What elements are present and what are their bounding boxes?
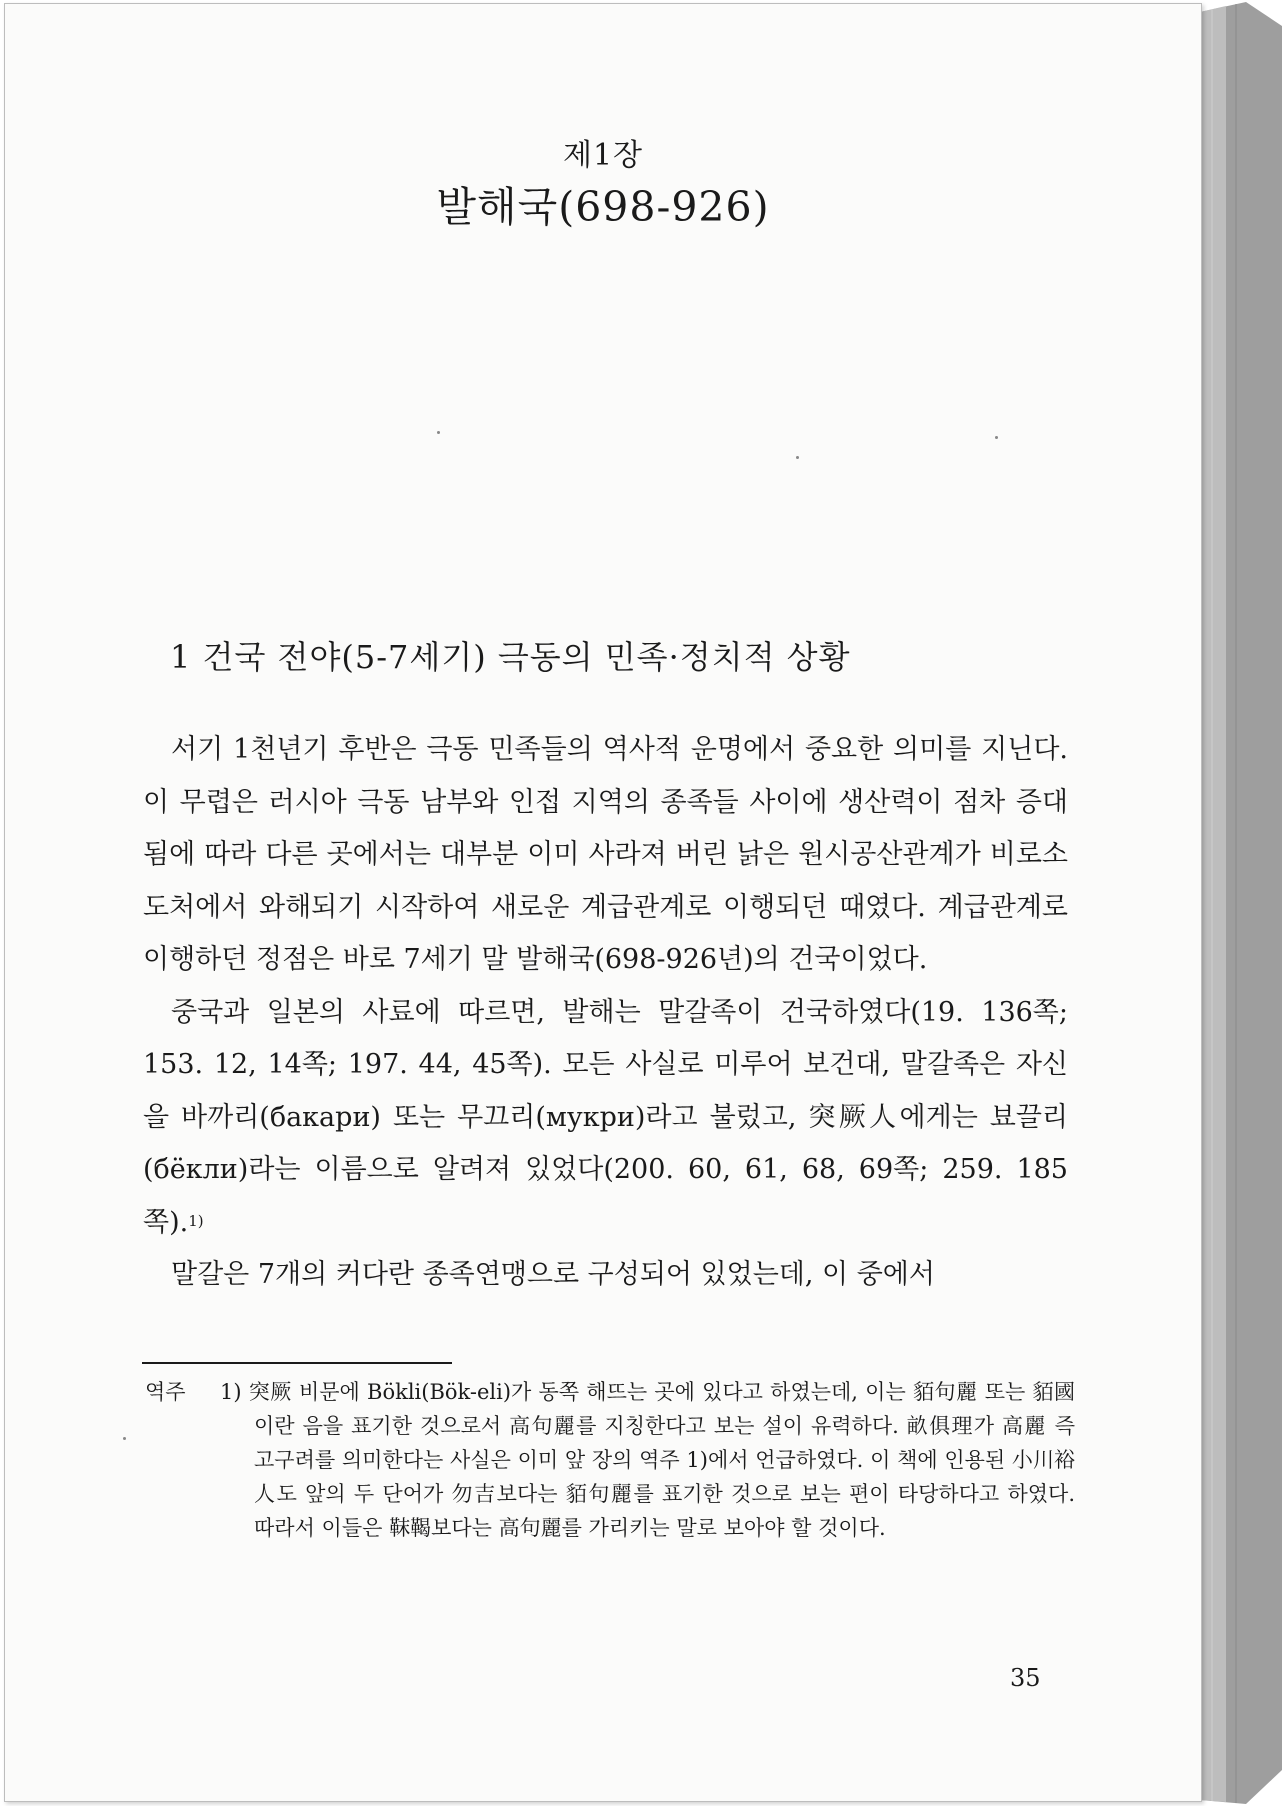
footnote-marker: 역주 — [145, 1380, 186, 1404]
scan-speck — [437, 431, 440, 434]
body-paragraph: 말갈은 7개의 커다란 종족연맹으로 구성되어 있었는데, 이 중에서 — [171, 1259, 935, 1290]
scan-speck — [123, 1437, 126, 1440]
footnote-separator — [142, 1362, 452, 1364]
book-page — [4, 3, 1202, 1802]
page-number: 35 — [1010, 1664, 1041, 1692]
chapter-title: 발해국(698-926) — [436, 183, 770, 231]
section-heading: 1 건국 전야(5-7세기) 극동의 민족·정치적 상황 — [170, 638, 851, 676]
footnote-reference: 1) — [188, 1211, 204, 1230]
scan-speck — [796, 456, 799, 459]
scan-speck — [995, 436, 998, 439]
body-paragraph: 서기 1천년기 후반은 극동 민족들의 역사적 운명에서 중요한 의미를 지닌다. 이 무렵은 러시아 극동 남부와 인접 지역의 종족들 사이에 생산력이 점차 증대됨에 따라 다른 곳에서는 대부분 이미 사라져 버린 낡은 원시공산관계가 비로소 도처에서 와해되기 시작하여 새로운 계급관계로 이행되던 때였다. 계급관계로 이행하던 정점은 바로 7세기 말 발해국(698-926년)의 건국이었다. — [143, 734, 1068, 975]
footnote-text: 1) 突厥 비문에 Bökli(Bök-eli)가 동쪽 해뜨는 곳에 있다고 하였는데, 이는 貊句麗 또는 貊國이란 음을 표기한 것으로서 高句麗를 지칭한다고 보는 설이 유력하다. 畝俱理가 高麗 즉 고구려를 의미한다는 사실은 이미 앞 장의 역주 1)에서 언급하였다. 이 책에 인용된 小川裕人도 앞의 두 단어가 勿吉보다는 貊句麗를 표기한 것으로 보는 편이 타당하다고 하였다. 따라서 이들은 靺鞨보다는 高句麗를 가리키는 말로 보아야 할 것이다. — [220, 1380, 1075, 1540]
body-paragraph — [143, 987, 1068, 1250]
chapter-label: 제1장 — [562, 138, 644, 173]
body-paragraph-text: 중국과 일본의 사료에 따르면, 발해는 말갈족이 건국하였다(19. 136쪽; 153. 12, 14쪽; 197. 44, 45쪽). 모든 사실로 미루어 보건대, 말갈족은 자신을 바까리(бакари) 또는 무끄리(мукри)라고 불렀고, 突厥人에게는 뵤끌리(бёкли)라는 이름으로 알려져 있었다(200. 60, 61, 68, 69쪽; 259. 185쪽). — [143, 996, 1068, 1238]
footnote — [145, 1375, 1075, 1545]
body-text — [143, 724, 1068, 1302]
